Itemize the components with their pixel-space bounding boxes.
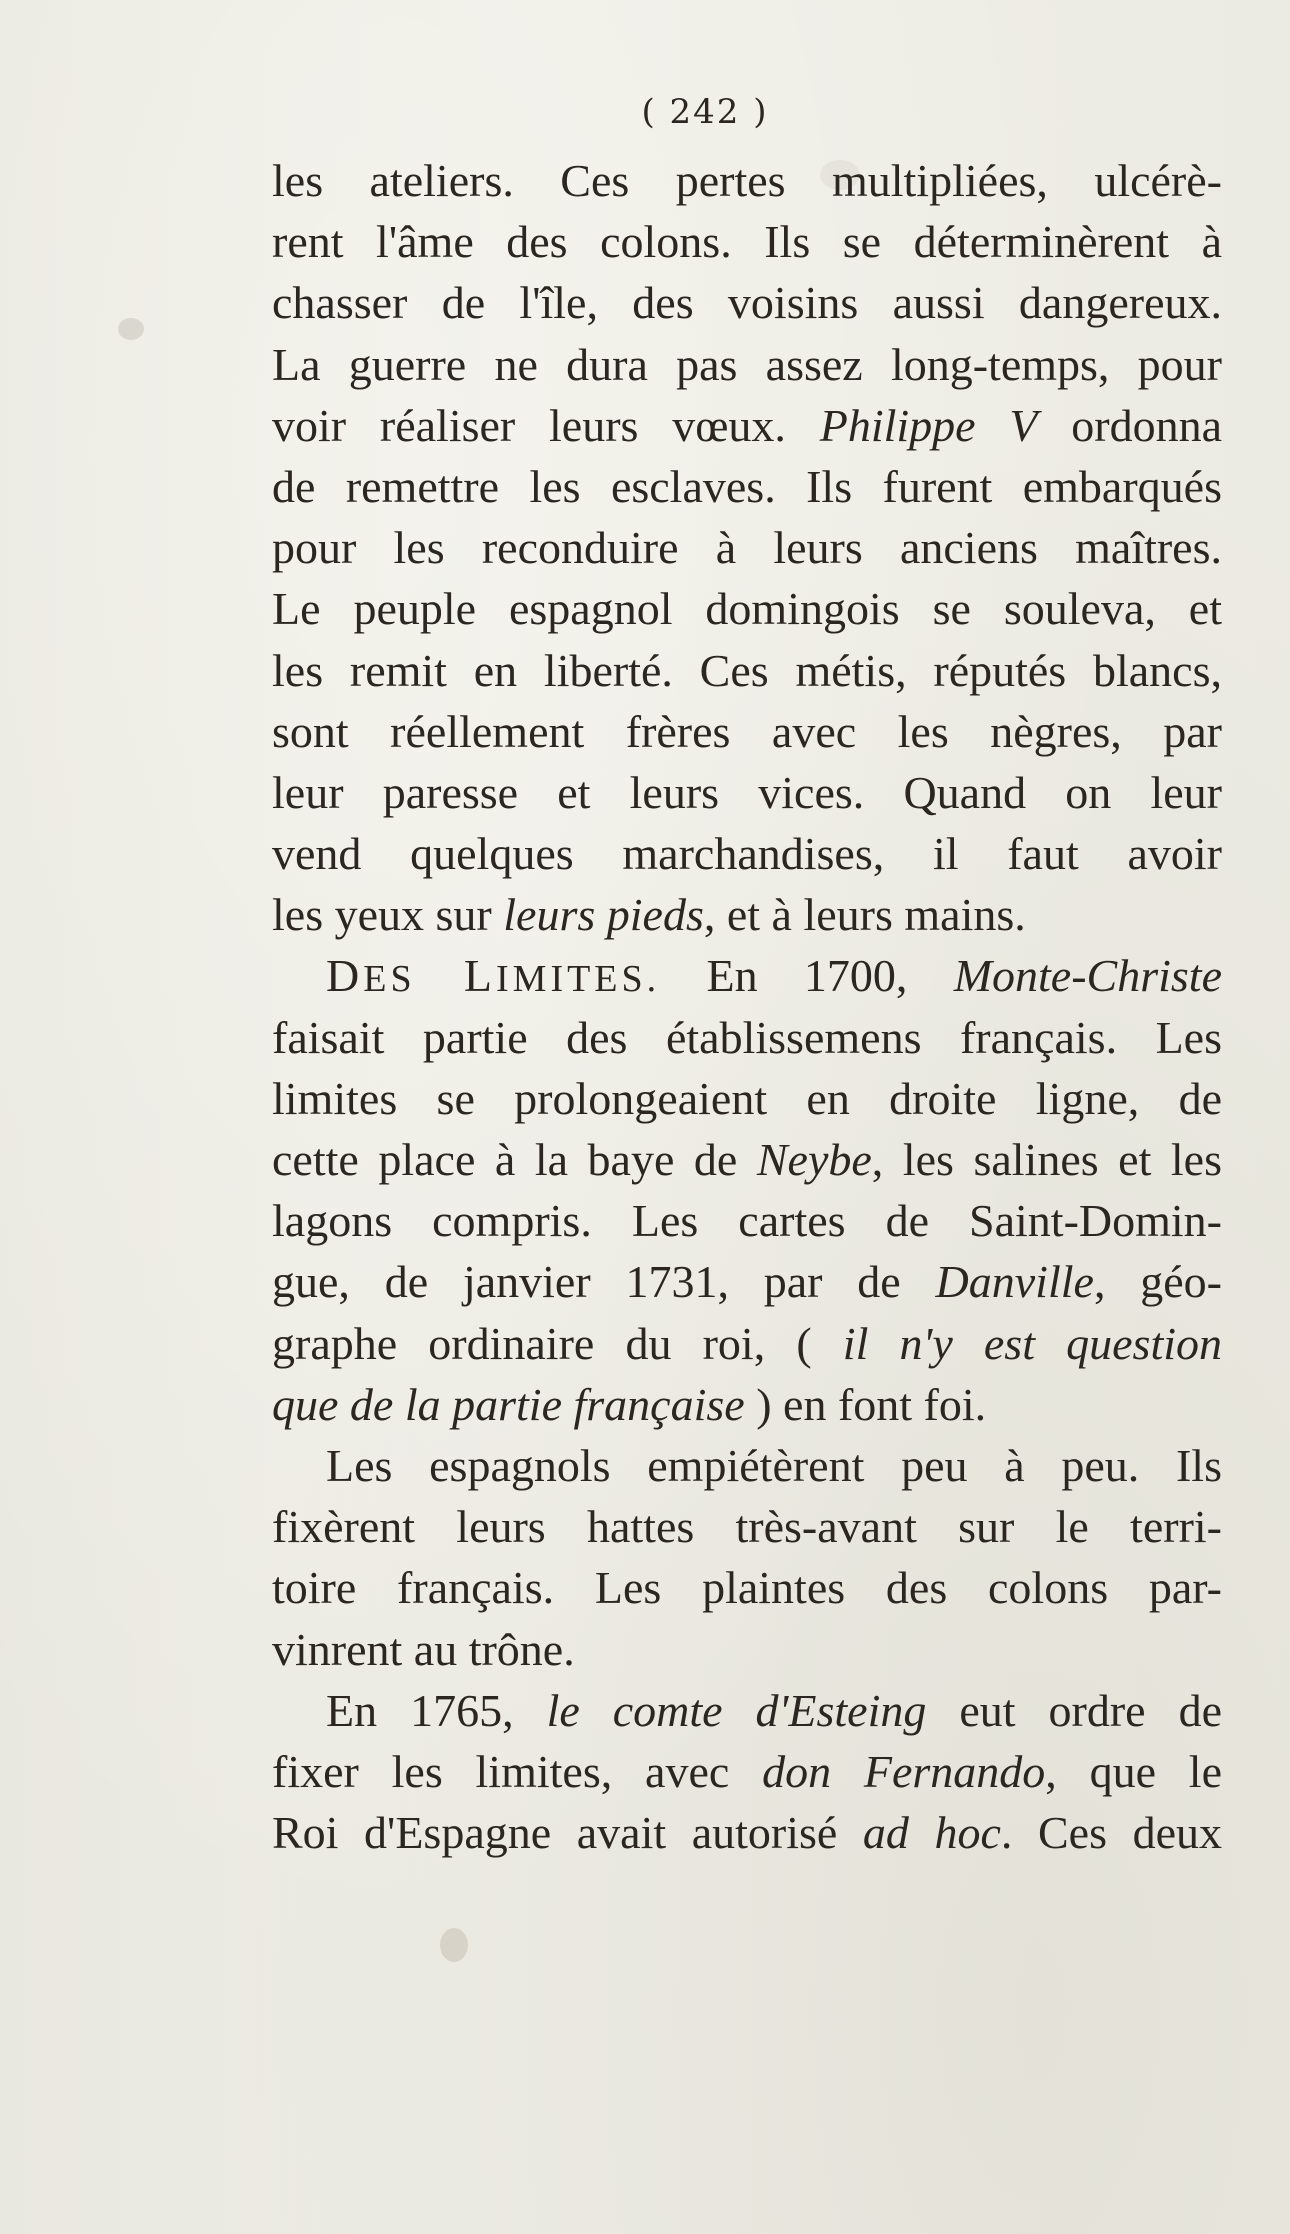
text-run: En 1700, [660,950,954,1002]
text-run: Roi d'Espagne avait autorisé [272,1807,863,1859]
italic-phrase: don Fernando [762,1745,1046,1797]
italic-phrase: Philippe V [819,399,1038,451]
text-line [272,1129,1222,1190]
text-line [272,1680,1222,1741]
text-line [272,1190,1222,1251]
italic-phrase: leurs pieds [503,889,704,941]
text-run: fixer les limites, avec [272,1745,763,1797]
text-run: , que le [1045,1745,1222,1797]
text-line [272,945,1222,1006]
body-text [272,150,1222,1863]
text-run: . Ces deux [1000,1807,1222,1859]
italic-phrase: le comte d'Esteing [546,1684,927,1736]
text-line [272,150,1222,211]
text-line [272,1313,1222,1374]
text-line [272,1435,1222,1496]
text-run: , et à leurs mains. [703,889,1026,941]
italic-phrase: Monte-Christe [953,950,1222,1002]
text-run: toire français. Les plaintes des colons par- [272,1562,1222,1614]
italic-phrase: que de la partie française [272,1378,745,1430]
text-run: vinrent au trône. [272,1623,575,1675]
text-line [272,884,1222,945]
text-run: graphe ordinaire du roi, ( [272,1317,843,1369]
text-line [272,211,1222,272]
text-line [272,701,1222,762]
text-run: La guerre ne dura pas assez long-temps, pour [272,338,1222,390]
text-run: les remit en liberté. Ces métis, réputés blancs, [272,644,1222,696]
paper-stain [440,1928,468,1962]
text-run: de remettre les esclaves. Ils furent embarqués [272,460,1222,512]
text-line [272,272,1222,333]
text-run: pour les reconduire à leurs anciens maîtres. [272,522,1222,574]
text-run: chasser de l'île, des voisins aussi dangereux. [272,277,1222,329]
text-run: ) en font foi. [744,1378,987,1430]
text-line [272,1557,1222,1618]
text-run: lagons compris. Les cartes de Saint-Domin- [272,1195,1222,1247]
text-run: Le peuple espagnol domingois se souleva, et [272,583,1222,635]
text-line [272,1007,1222,1068]
paper-stain [118,318,144,340]
text-line [272,517,1222,578]
text-line [272,1374,1222,1435]
text-run: eut ordre de [926,1684,1222,1736]
text-run: Les espagnols empiétèrent peu à peu. Ils [326,1439,1222,1491]
text-run: leur paresse et leurs vices. Quand on leur [272,766,1222,818]
text-run: cette place à la baye de [272,1134,757,1185]
text-line [272,456,1222,517]
text-run: vend quelques marchandises, il faut avoir [272,828,1222,880]
text-run: faisait partie des établissemens français. Les [272,1011,1222,1063]
text-line [272,334,1222,395]
text-run: voir réaliser leurs vœux. [272,399,820,451]
text-line [272,762,1222,823]
text-line [272,395,1222,456]
text-run: gue, de janvier 1731, par de [272,1256,936,1308]
text-line [272,1496,1222,1557]
text-line [272,578,1222,639]
text-run: sont réellement frères avec les nègres, par [272,705,1222,757]
text-line [272,1619,1222,1680]
italic-phrase: il n'y est question [842,1317,1222,1369]
text-run: les ateliers. Ces pertes multipliées, ulcérè- [272,155,1222,206]
italic-phrase: Neybe [756,1134,872,1185]
italic-phrase: ad hoc [862,1807,1001,1859]
text-line [272,823,1222,884]
text-run: , géo- [1093,1256,1222,1308]
text-run: ordonna [1037,399,1222,451]
text-line [272,1068,1222,1129]
section-heading: DES LIMITES. [326,950,661,1002]
text-run: les yeux sur [272,889,504,941]
text-run: , les salines et les [871,1134,1222,1185]
page-number: ( 242 ) [641,92,769,132]
text-run: limites se prolongeaient en droite ligne, de [272,1072,1222,1124]
text-run: fixèrent leurs hattes très-avant sur le terri- [272,1501,1222,1553]
text-line [272,640,1222,701]
text-run: rent l'âme des colons. Ils se déterminèrent à [272,216,1222,268]
text-line [272,1741,1222,1802]
text-line [272,1251,1222,1312]
text-run: En 1765, [326,1684,547,1736]
italic-phrase: Danville [935,1256,1094,1308]
text-line [272,1802,1222,1863]
